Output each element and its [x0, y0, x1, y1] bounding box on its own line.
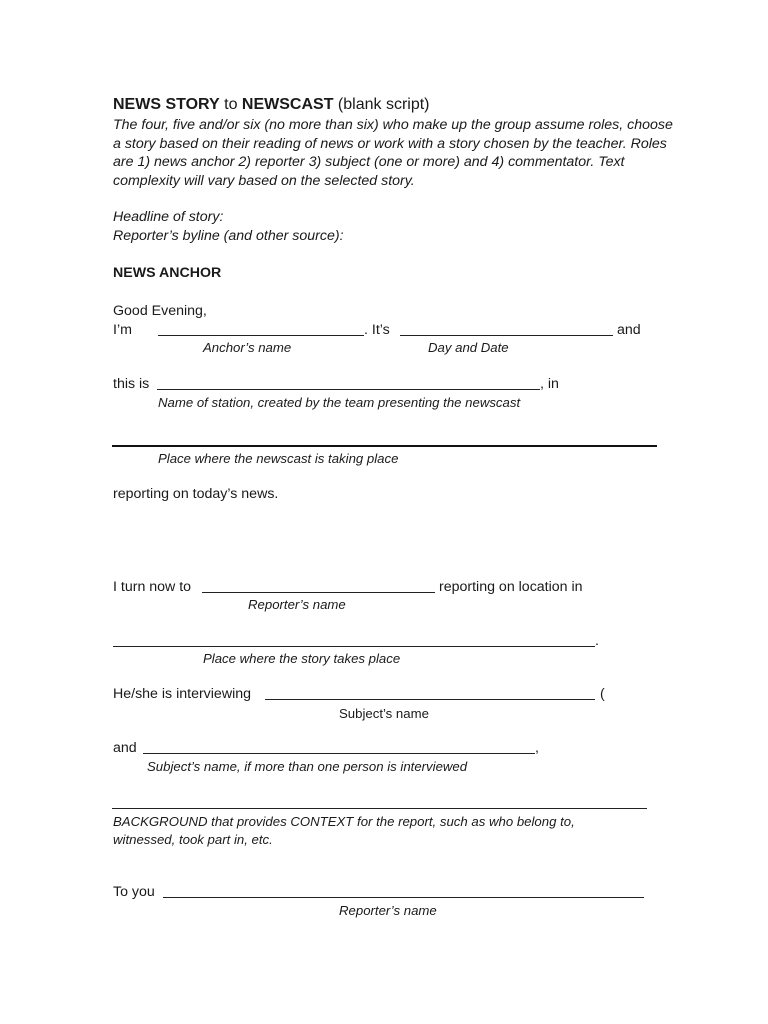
section-heading-news-anchor: NEWS ANCHOR — [113, 265, 222, 281]
intro-paragraph: The four, five and/or six (no more than six) who make up the group assume roles, choose a story based on their reading of news or work with a story chosen by the teacher. Roles are 1) news anchor 2) reporter 3) subject (one or more) and 4) commentator. Text complexity will vary based on the selected story. — [113, 117, 673, 189]
reporter-name2-blank[interactable] — [163, 884, 644, 898]
its-label: . It’s — [364, 322, 390, 338]
day-date-blank[interactable] — [400, 322, 613, 336]
headline-label: Headline of story: — [113, 209, 224, 225]
reporting-location-label: reporting on location in — [439, 579, 583, 595]
background-blank[interactable] — [112, 795, 647, 809]
place-caption: Place where the newscast is taking place — [158, 451, 399, 466]
comma-mark: , — [535, 740, 539, 756]
day-date-caption: Day and Date — [428, 340, 509, 355]
paren-mark: ( — [600, 686, 605, 702]
period-mark: . — [595, 633, 599, 649]
page-title: NEWS STORY to NEWSCAST (blank script) — [113, 96, 430, 113]
subject-more-caption: Subject’s name, if more than one person is interviewed — [147, 759, 468, 774]
anchor-name-blank[interactable] — [158, 322, 364, 336]
byline-label: Reporter’s byline (and other source): — [113, 228, 344, 244]
background-caption: BACKGROUND that provides CONTEXT for the report, such as who belong to, witnessed, took part in, etc. — [113, 814, 575, 847]
and-label: and — [617, 322, 641, 338]
turn-now-label: I turn now to — [113, 579, 192, 595]
im-label: I’m — [113, 322, 132, 338]
interviewing-label: He/she is interviewing — [113, 686, 251, 702]
story-place-caption: Place where the story takes place — [203, 651, 401, 666]
reporter-name-blank[interactable] — [202, 579, 435, 593]
anchor-name-caption: Anchor’s name — [203, 340, 292, 355]
greeting-text: Good Evening, — [113, 303, 207, 319]
to-you-label: To you — [113, 884, 155, 900]
place-blank-line[interactable] — [112, 445, 657, 447]
subject2-name-blank[interactable] — [143, 740, 535, 754]
story-place-blank[interactable] — [113, 633, 595, 647]
reporter-name2-caption: Reporter’s name — [339, 903, 437, 918]
reporter-name-caption: Reporter’s name — [248, 597, 346, 612]
this-is-label: this is — [113, 376, 150, 392]
station-caption: Name of station, created by the team presenting the newscast — [158, 395, 521, 410]
reporting-text: reporting on today’s news. — [113, 486, 279, 502]
and2-label: and — [113, 740, 137, 756]
station-name-blank[interactable] — [157, 376, 540, 390]
subject-name-blank[interactable] — [265, 686, 595, 700]
subject-name-caption: Subject’s name — [339, 706, 429, 721]
in-label: , in — [540, 376, 559, 392]
